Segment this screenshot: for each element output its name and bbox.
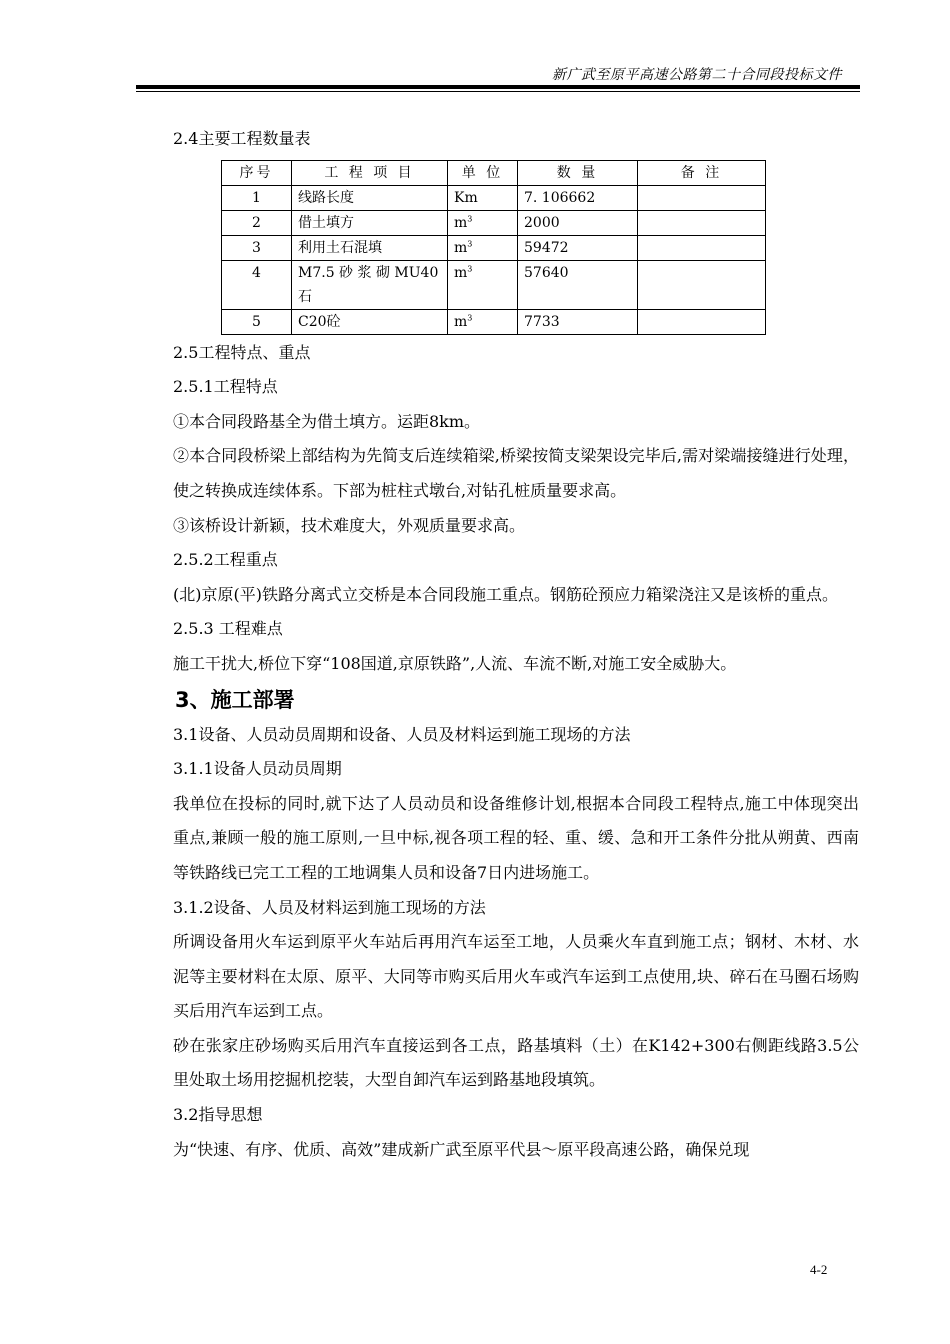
header-qty: 数 量 [518,160,638,185]
cell-unit: Km [448,185,518,210]
section-2-5-heading: 2.5工程特点、重点 [173,342,311,362]
cell-no: 1 [222,185,292,210]
cell-unit [448,210,518,235]
unit-base: m [454,239,468,256]
cell-item: 利用土石混填 [292,235,448,260]
feature-item-1: ①本合同段路基全为借土填方。运距8km。 [173,411,481,431]
cell-note [638,235,766,260]
document-header-title: 新广武至原平高速公路第二十合同段投标文件 [552,68,842,83]
cell-item: 借土填方 [292,210,448,235]
cell-qty: 7733 [518,309,638,334]
difficulty-text: 施工干扰大,桥位下穿“108国道,京原铁路”,人流、车流不断,对施工安全威胁大。 [173,653,737,673]
section-3-1-2-heading: 3.1.2设备、人员及材料运到施工现场的方法 [173,897,486,917]
cell-no: 3 [222,235,292,260]
header-unit: 单 位 [448,160,518,185]
table-row [222,210,766,235]
page-content [137,122,859,1167]
table-row [222,260,766,309]
unit-superscript: 3 [467,263,473,273]
cell-qty: 57640 [518,260,638,309]
cell-unit [448,260,518,309]
section-2-5-1-heading: 2.5.1工程特点 [173,377,278,397]
cell-qty: 59472 [518,235,638,260]
cell-item-line2: 石 [298,288,312,305]
quantity-table [221,160,766,335]
header-item: 工 程 项 目 [292,160,448,185]
cell-qty: 2000 [518,210,638,235]
table-row [222,309,766,334]
cell-unit [448,309,518,334]
cell-item-line1: M7.5 砂 浆 砌 MU40 [298,264,439,281]
mobilization-text: 我单位在投标的同时,就下达了人员动员和设备维修计划,根据本合同段工程特点,施工中体现突出重点,兼顾一般的施工原则,一旦中标,视各项工程的轻、重、缓、急和开工条件分批从朔黄、西南等铁路线已完工工程的工地调集人员和设备7日内进场施工。 [173,793,859,882]
section-2-5-3-heading: 2.5.3 工程难点 [173,619,283,639]
page-number: 4-2 [810,1262,828,1277]
cell-item: 线路长度 [292,185,448,210]
unit-base: m [454,313,468,330]
table-header-row [222,160,766,185]
section-3-1-1-heading: 3.1.1设备人员动员周期 [173,759,342,779]
cell-note [638,185,766,210]
cell-unit [448,235,518,260]
cell-qty: 7. 106662 [518,185,638,210]
cell-no: 4 [222,260,292,309]
section-3-1-heading: 3.1设备、人员动员周期和设备、人员及材料运到施工现场的方法 [173,724,631,744]
header-note: 备 注 [638,160,766,185]
section-3-heading: 3、施工部署 [175,687,295,712]
feature-item-2: ②本合同段桥梁上部结构为先简支后连续箱梁,桥梁按简支梁架设完毕后,需对梁端接缝进行处理，使之转换成连续体系。下部为桩柱式墩台,对钻孔桩质量要求高。 [173,446,859,500]
header-no: 序号 [222,160,292,185]
cell-item: C20砼 [292,309,448,334]
table-row [222,185,766,210]
section-2-5-2-heading: 2.5.2工程重点 [173,550,278,570]
unit-superscript: 3 [467,238,473,248]
key-point-text: (北)京原(平)铁路分离式立交桥是本合同段施工重点。钢筋砼预应力箱梁浇注又是该桥的重点。 [173,584,838,604]
header-rule-thin [136,91,860,92]
cell-item [292,260,448,309]
feature-item-3: ③该桥设计新颖，技术难度大，外观质量要求高。 [173,515,526,535]
cell-no: 5 [222,309,292,334]
table-row [222,235,766,260]
cell-note [638,260,766,309]
guiding-principle-text: 为“快速、有序、优质、高效”建成新广武至原平代县～原平段高速公路，确保兑现 [173,1139,750,1159]
unit-base: m [454,264,468,281]
transport-text-1: 所调设备用火车运到原平火车站后再用汽车运至工地，人员乘火车直到施工点；钢材、木材、水泥等主要材料在太原、原平、大同等市购买后用火车或汽车运到工点使用,块、碎石在马圈石场购买后用汽车运到工点。 [173,932,859,1021]
cell-no: 2 [222,210,292,235]
unit-base: m [454,214,468,231]
unit-superscript: 3 [467,312,473,322]
section-3-2-heading: 3.2指导思想 [173,1105,263,1125]
cell-note [638,210,766,235]
unit-superscript: 3 [467,213,473,223]
cell-note [638,309,766,334]
header-rule-thick [136,85,860,89]
transport-text-2: 砂在张家庄砂场购买后用汽车直接运到各工点，路基填料（土）在K142+300右侧距线路3.5公里处取土场用挖掘机挖装，大型自卸汽车运到路基地段填筑。 [173,1035,859,1090]
section-2-4-heading: 2.4主要工程数量表 [173,129,311,148]
